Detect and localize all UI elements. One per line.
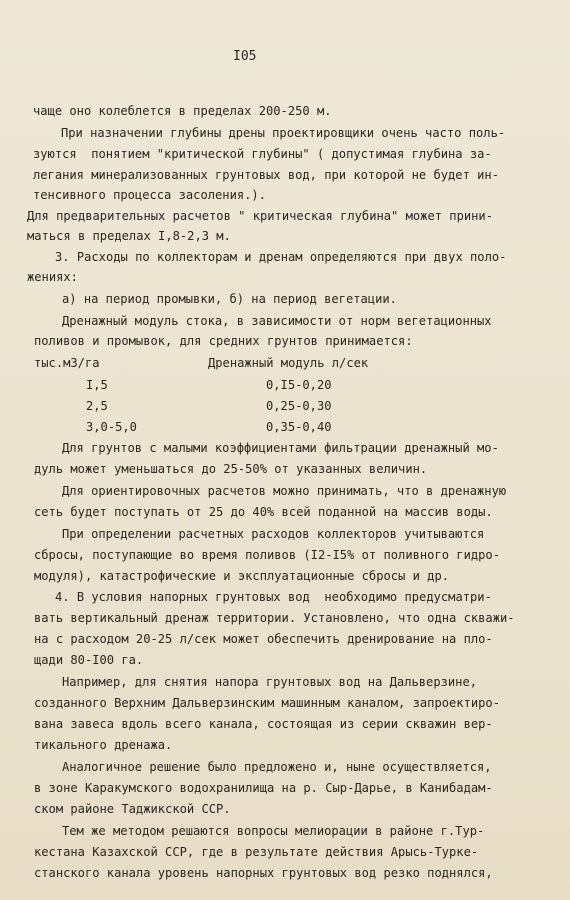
table-cell-left: 3,0-5,0 [86,420,137,434]
text-line: сеть будет поступать от 25 до 40% всей поданной на массив воды. [34,505,493,519]
table-cell-left: 2,5 [86,399,108,413]
table-cell-right: 0,I5-0,20 [266,378,332,392]
table-cell-right: 0,25-0,30 [266,399,332,413]
text-line: поливов и промывок, для средних грунтов принимается: [34,334,413,348]
text-line: а) на период промывки, б) на период вегетации. [62,292,397,306]
text-line: Для предварительных расчетов " критическая глубина" может прини- [27,209,493,223]
text-line: сбросы, поступающие во время поливов (I2-I5% от поливного гидро- [34,548,500,562]
text-line: При определении расчетных расходов коллекторов учитываются [62,527,485,541]
text-line: зуются понятием "критической глубины" ( допустимая глубина за- [33,147,492,161]
text-line: тикального дренажа. [34,738,173,752]
table-cell-left: I,5 [86,378,108,392]
page-number: I05 [233,49,257,64]
table-header-right: Дренажный модуль л/сек [208,356,369,370]
text-line: 4. В условия напорных грунтовых вод необходимо предусматри- [55,590,492,604]
text-line: При назначении глубины дрены проектировщики очень часто поль- [61,126,506,140]
text-line: вана завеса вдоль всего канала, состоящая из серии скважин вер- [34,717,493,731]
text-line: жениях: [27,270,78,284]
text-line: легания минерализованных грунтовых вод, при которой не будет ин- [33,168,499,182]
text-line: ском районе Таджикской ССР. [34,802,231,816]
table-cell-right: 0,35-0,40 [266,420,332,434]
text-line: Для грунтов с малыми коэффициентами фильтрации дренажный мо- [62,441,499,455]
text-line: чаще оно колеблется в пределах 200-250 м. [33,104,332,118]
text-line: Дренажный модуль стока, в зависимости от норм вегетационных [62,314,492,328]
text-line: кестана Казахской ССР, где в результате действия Арысь-Турке- [34,845,479,859]
text-line: Тем же методом решаются вопросы мелиорации в районе г.Тур- [62,824,485,838]
text-line: 3. Расходы по коллекторам и дренам определяются при двух поло- [55,250,507,264]
text-line: дуль может уменьшаться до 25-50% от указанных величин. [34,462,428,476]
text-line: маться в пределах I,8-2,3 м. [27,229,231,243]
text-line: тенсивного процесса засоления.). [33,188,266,202]
text-line: щади 80-I00 га. [34,653,144,667]
text-line: созданного Верхним Дальверзинским машинным каналом, запроектиро- [34,696,500,710]
text-line: вать вертикальный дренаж территории. Установлено, что одна скважи- [34,611,515,625]
text-line: Например, для снятия напора грунтовых вод на Дальверзине, [62,675,478,689]
text-line: на с расходом 20-25 л/сек может обеспечить дренирование на пло- [34,632,493,646]
text-line: в зоне Каракумского водохранилища на р. Сыр-Дарье, в Канибадам- [34,781,493,795]
text-line: Для ориентировочных расчетов можно принимать, что в дренажную [62,484,507,498]
table-header-left: тыс.м3/га [34,356,100,370]
text-line: станского канала уровень напорных грунтовых вод резко поднялся, [34,866,493,880]
text-line: модуля), катастрофические и эксплуатационные сбросы и др. [34,569,450,583]
text-line: Аналогичное решение было предложено и, ныне осуществляется, [62,760,492,774]
